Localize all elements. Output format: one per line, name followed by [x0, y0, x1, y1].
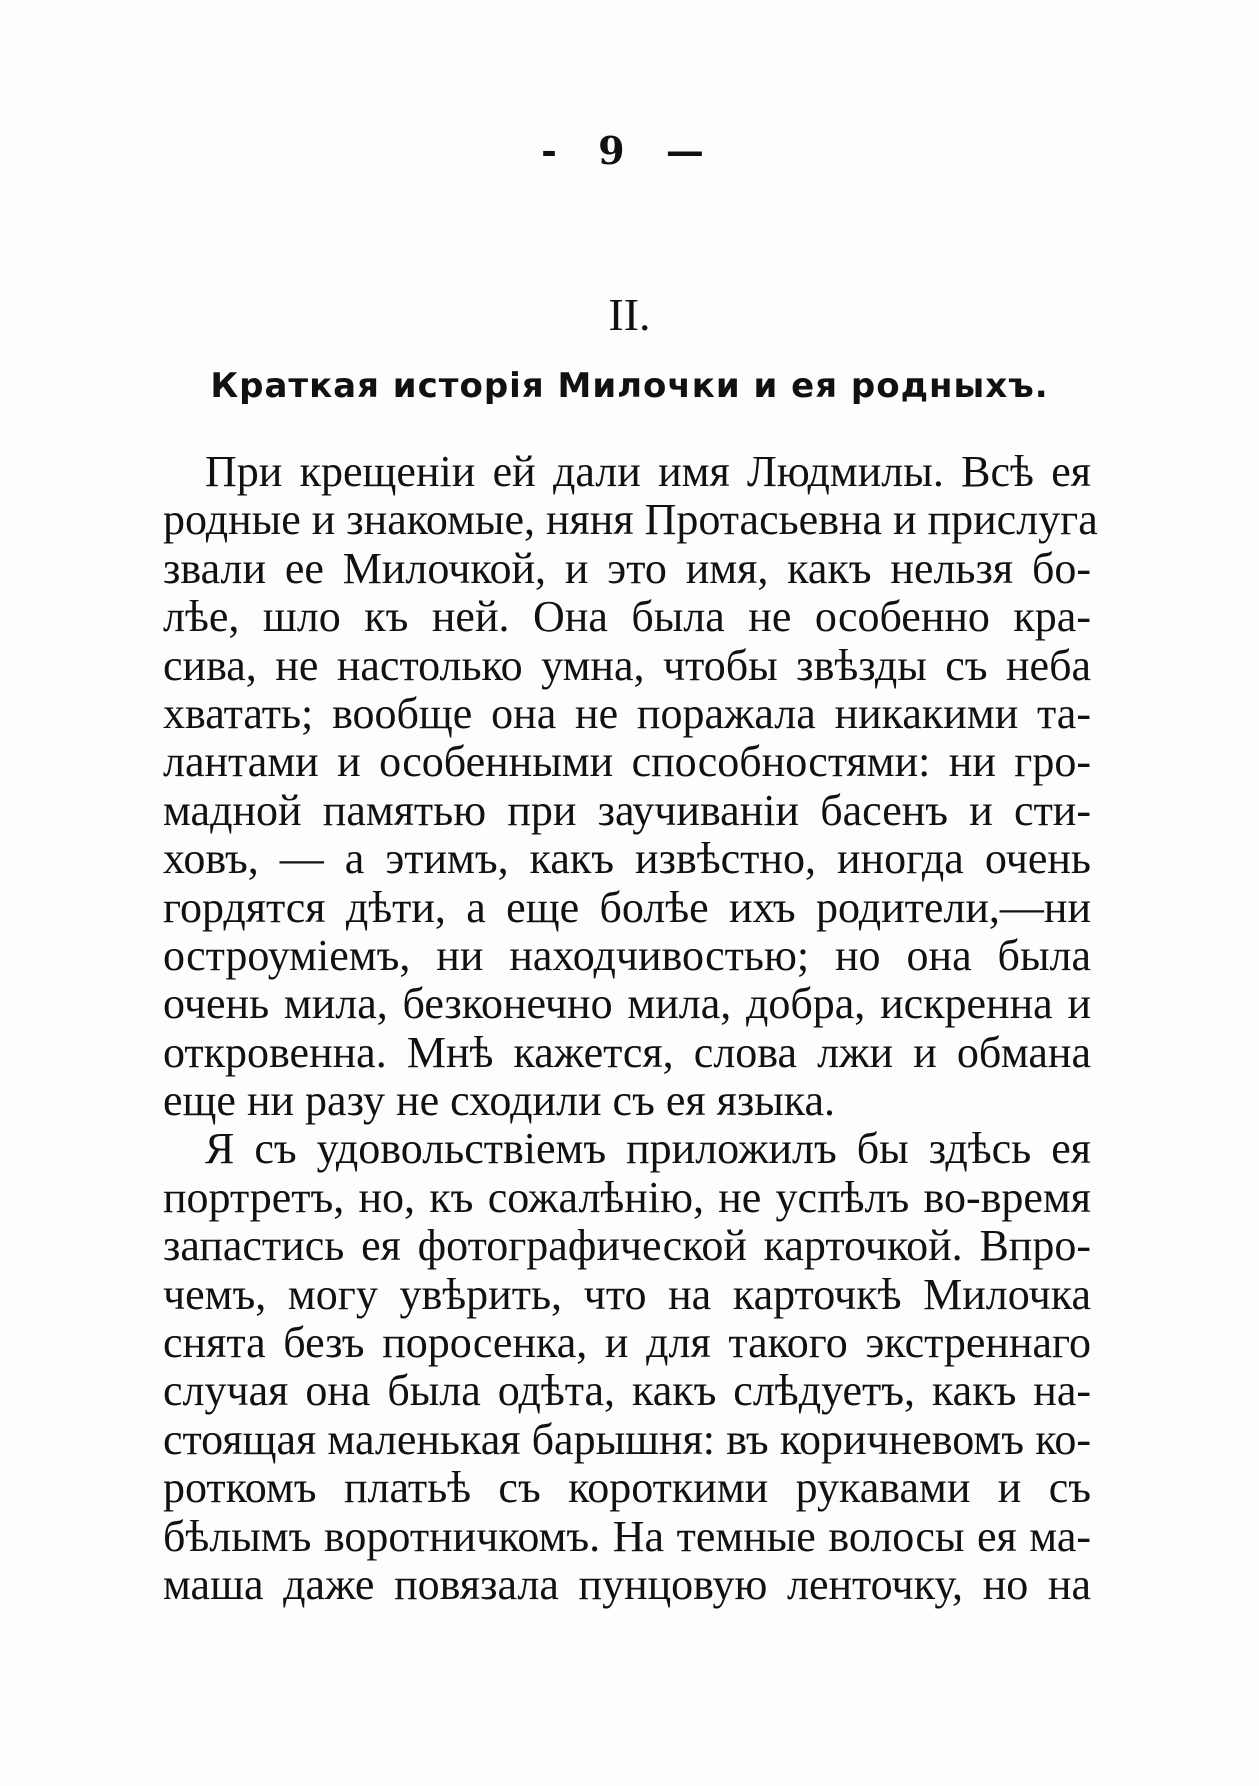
chapter-number: II. — [608, 289, 651, 340]
paragraph — [163, 447, 1098, 1126]
text-line: лантами и особенными способностями: ни гро- — [163, 737, 1091, 787]
text-line: лѣе, шло къ ней. Она была не особенно кра- — [163, 592, 1091, 642]
text-line: хватать; вообще она не поражала никакими та- — [163, 688, 1091, 738]
text-line: запастись ея фотографической карточкой. Впро- — [163, 1221, 1091, 1271]
text-line: роткомъ платьѣ съ короткими рукавами и съ — [163, 1463, 1091, 1513]
text-line: случая она была одѣта, какъ слѣдуетъ, какъ на- — [163, 1366, 1091, 1416]
text-line: стоящая маленькая барышня: въ коричневомъ ко- — [163, 1414, 1091, 1464]
body-text — [163, 447, 1098, 1609]
page-number: - 9 — — [541, 128, 718, 173]
chapter-title: Краткая исторія Милочки и ея родныхъ. — [210, 366, 1049, 406]
text-line: При крещеніи ей дали имя Людмилы. Всѣ ея — [205, 447, 1091, 496]
text-line: ховъ, — а этимъ, какъ извѣстно, иногда очень — [163, 834, 1091, 884]
text-line: остроуміемъ, ни находчивостью; но она была — [163, 930, 1091, 980]
text-line: Я съ удовольствіемъ приложилъ бы здѣсь ея — [205, 1124, 1091, 1174]
text-line: бѣлымъ воротничкомъ. На темные волосы ея ма- — [163, 1511, 1091, 1561]
text-line: гордятся дѣти, а еще болѣе ихъ родители,—ни — [163, 882, 1091, 932]
text-line: снята безъ поросенка, и для такого экстреннаго — [163, 1318, 1091, 1368]
text-line: очень мила, безконечно мила, добра, искренна и — [163, 979, 1091, 1029]
text-line: откровенна. Мнѣ кажется, слова лжи и обмана — [163, 1027, 1091, 1077]
text-line: звали ее Милочкой, и это имя, какъ нельзя бо- — [163, 543, 1091, 593]
text-line: портретъ, но, къ сожалѣнію, не успѣлъ во-время — [163, 1172, 1091, 1222]
text-line: родные и знакомые, няня Протасьевна и прислуга — [163, 495, 1098, 545]
paragraph — [163, 1125, 1091, 1609]
text-line: еще ни разу не сходили съ ея языка. — [163, 1076, 836, 1126]
text-line: сива, не настолько умна, чтобы звѣзды съ неба — [163, 640, 1091, 690]
text-line: маша даже повязала пунцовую ленточку, но на — [163, 1559, 1091, 1609]
text-line: мадной памятью при заучиваніи басенъ и сти- — [163, 785, 1091, 835]
text-line: чемъ, могу увѣрить, что на карточкѣ Милочка — [163, 1269, 1091, 1319]
